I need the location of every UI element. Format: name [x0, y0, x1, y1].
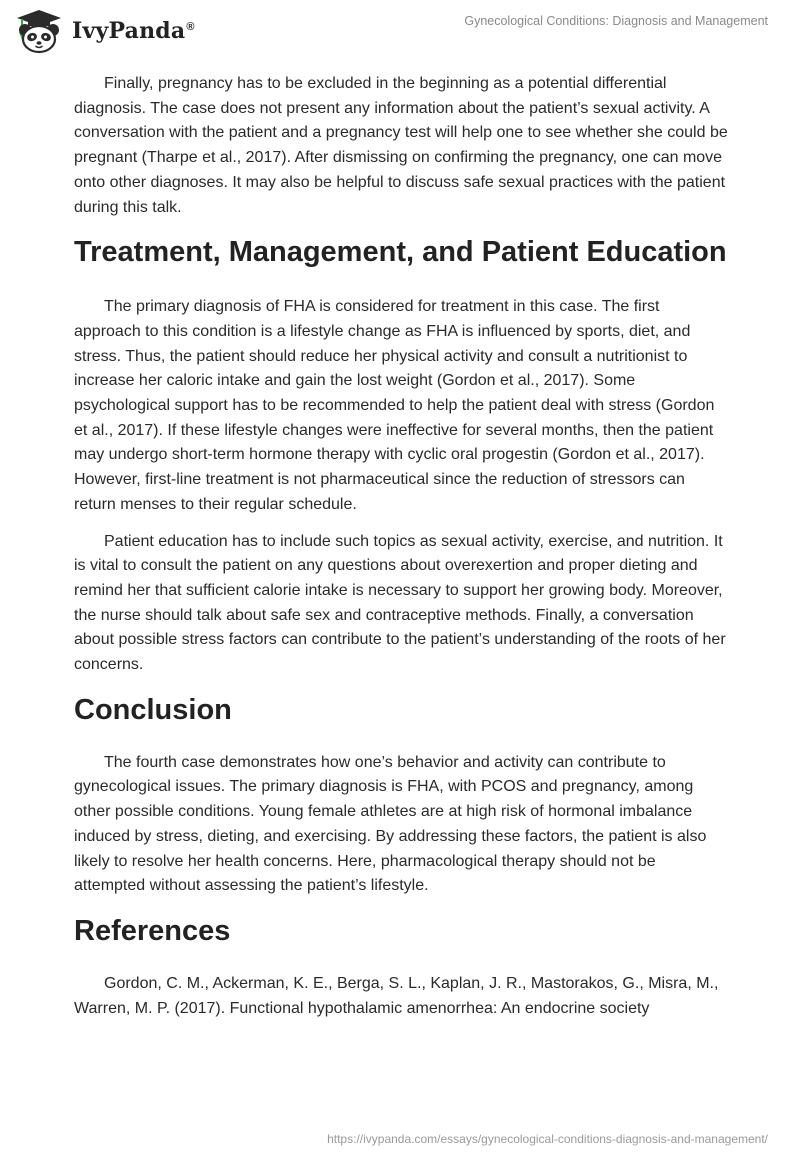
- document-title: Gynecological Conditions: Diagnosis and Management: [464, 14, 768, 28]
- conclusion-heading: Conclusion: [74, 693, 232, 726]
- conclusion-paragraph: The fourth case demonstrates how one’s behavior and activity can contribute to gynecological issues. The primary diagnosis is FHA, with PCOS and pregnancy, among other possible conditions. Young female athletes are at high risk of hormonal imbalance induced by stress, dieting, and exercising. By addressing these factors, the patient is also likely to resolve her health concerns. Here, pharmacological therapy should not be attempted without assessing the patient’s lifestyle.: [74, 753, 707, 895]
- brand-name: [72, 18, 195, 44]
- treatment-heading: Treatment, Management, and Patient Education: [74, 236, 727, 269]
- page-header: [0, 0, 800, 60]
- references-heading: References: [74, 914, 231, 947]
- source-url-link[interactable]: https://ivypanda.com/essays/gynecological-conditions-diagnosis-and-management/: [327, 1132, 768, 1146]
- brand-logo[interactable]: [14, 8, 195, 54]
- reference-entry: Gordon, C. M., Ackerman, K. E., Berga, S. L., Kaplan, J. R., Mastorakos, G., Misra, M., Warren, M. P. (2017). Functional hypothalamic amenorrhea: An endocrine society: [74, 974, 719, 1017]
- brand-wordmark: IvyPanda: [72, 18, 186, 44]
- treatment-paragraph: The primary diagnosis of FHA is considered for treatment in this case. The first approach to this condition is a lifestyle change as FHA is influenced by sports, diet, and stress. Thus, the patient should reduce her physical activity and consult a nutritionist to increase her caloric intake and gain the lost weight (Gordon et al., 2017). Some psychological support has to be recommended to help the patient deal with stress (Gordon et al., 2017). If these lifestyle changes were ineffective for several months, then the patient may undergo short-term hormone therapy with cyclic oral progestin (Gordon et al., 2017). However, first-line treatment is not pharmaceutical since the reduction of stressors can return menses to their regular schedule.: [74, 298, 715, 513]
- panda-graduate-icon: [14, 8, 64, 54]
- registered-mark: ®: [186, 20, 195, 33]
- intro-paragraph: Finally, pregnancy has to be excluded in the beginning as a potential differential diagnosis. The case does not present any information about the patient’s sexual activity. A conversation with the patient and a pregnancy test will help one to see whether she could be pregnant (Tharpe et al., 2017). After dismissing on confirming the pregnancy, one can move onto other diagnoses. It may also be helpful to discuss safe sexual practices with the patient during this talk.: [74, 75, 728, 216]
- essay-body: [74, 72, 730, 1033]
- education-paragraph: Patient education has to include such topics as sexual activity, exercise, and nutrition. It is vital to consult the patient on any questions about overexertion and proper dieting and remind her that sufficient calorie intake is necessary to support her growing body. Moreover, the nurse should talk about safe sex and contraceptive methods. Finally, a conversation about possible stress factors can contribute to the patient’s understanding of the roots of her concerns.: [74, 532, 726, 674]
